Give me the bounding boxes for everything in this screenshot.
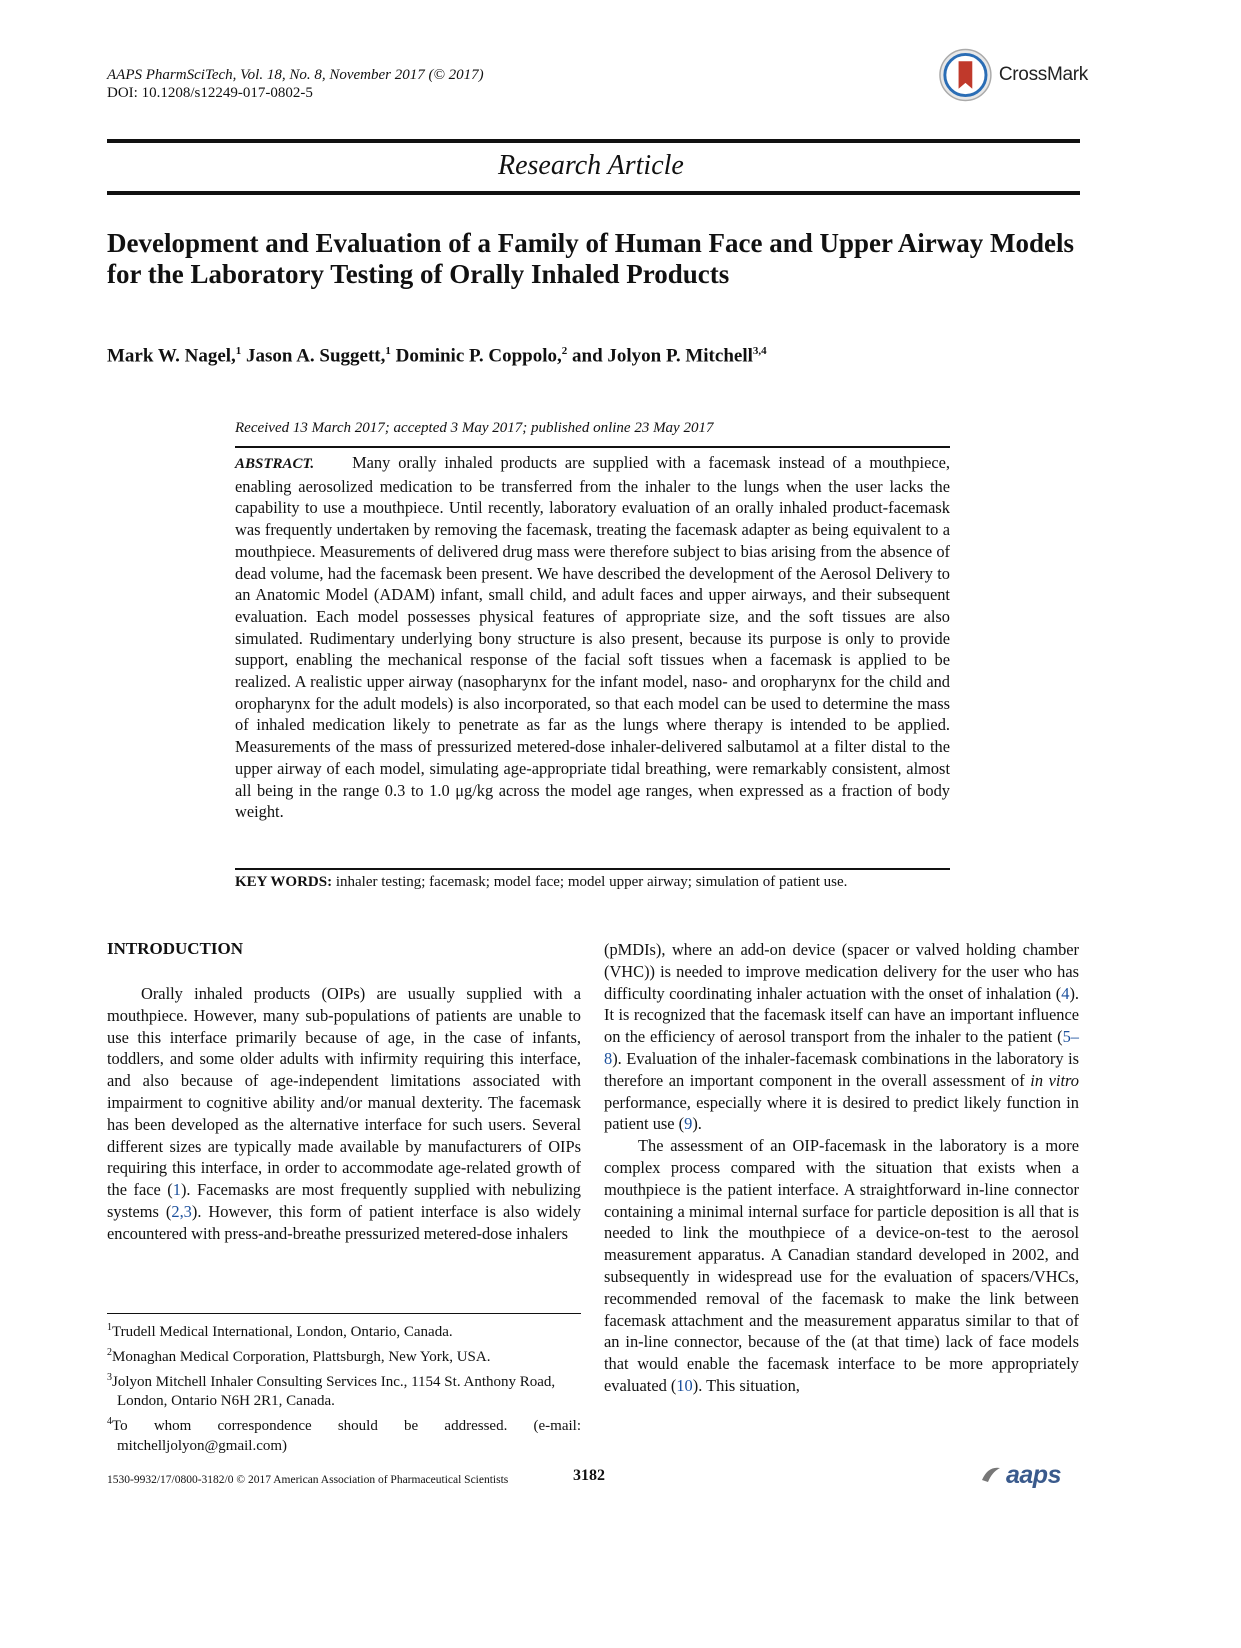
keywords-text: inhaler testing; facemask; model face; model upper airway; simulation of patient use.	[335, 874, 848, 890]
author-affiliation: 2	[561, 345, 568, 357]
aaps-logo-text: aaps	[1006, 1460, 1061, 1489]
section-heading: INTRODUCTION	[107, 939, 244, 958]
citation-link[interactable]: 2,3	[171, 1201, 192, 1221]
footnote-number: 2	[107, 1346, 112, 1358]
citation-link[interactable]: 5–8	[604, 1027, 1079, 1068]
abstract-text: Many orally inhaled products are supplied with a facemask instead of a mouthpiece, enabling aerosolized medication to be transferred from the inhaler to the lungs when the user lacks the capability to use a mouthpiece. Until recently, laboratory evaluation of an orally inhaled product-facemask was frequently undertaken by removing the facemask, treating the facemask adapter as being equivalent to a mouthpiece. Measurements of delivered drug mass were therefore subject to bias arising from the absence of dead volume, had the facemask been present. We have described the development of the Aerosol Delivery to an Anatomic Model (ADAM) infant, small child, and adult faces and upper airways, and their subsequent evaluation. Each model possesses physical features of appropriate size, and the soft tissues are also simulated. Rudimentary underlying bony structure is also present, because its purpose is only to provide support, enabling the mechanical response of the facial soft tissues when a facemask is applied to be realized. A realistic upper airway (nasopharynx for the infant model, naso- and oropharynx for the child and oropharynx for the adult models) is also incorporated, so that each model can be used to determine the mass of inhaled medication likely to penetrate as far as the lungs where therapy is intended to be applied. Measurements of the mass of pressurized metered-dose inhaler-delivered salbutamol at a filter distal to the upper airway of each model, simulating age-appropriate tidal breathing, were remarkably consistent, almost all being in the range 0.3 to 1.0 μg/kg across the model age ranges, when expressed as a fraction of body weight.	[235, 453, 950, 822]
text-run: performance, especially where it is desired to predict likely function in patient use (	[604, 1092, 1079, 1134]
author-affiliation: 1	[235, 345, 242, 357]
footnote	[107, 1343, 581, 1368]
footnote	[107, 1368, 581, 1413]
footnote-text: To whom correspondence should be addressed. (e-mail: mitchelljolyon@gmail.com)	[112, 1418, 581, 1454]
received-dates: Received 13 March 2017; accepted 3 May 2017; published online 23 May 2017	[235, 420, 714, 436]
citation-link[interactable]: 1	[172, 1180, 181, 1200]
page-number: 3182	[573, 1467, 605, 1484]
footnote-number: 1	[107, 1322, 112, 1333]
text-run: ). However, this form of patient interface is also widely encountered with press-and-breathe pressurized metered-dose inhalers	[107, 1201, 581, 1243]
crossmark-badge[interactable]	[938, 45, 1088, 105]
footnote-text: Trudell Medical International, London, Ontario, Canada.	[112, 1324, 453, 1340]
abstract-rule-bottom	[235, 868, 950, 870]
doi: DOI: 10.1208/s12249-017-0802-5	[107, 85, 313, 101]
header-rule-bottom	[107, 191, 1080, 195]
header-rule-top	[107, 139, 1080, 143]
citation-link[interactable]: 10	[676, 1375, 693, 1395]
text-run: ). Evaluation of the inhaler-facemask combinations in the laboratory is therefore an important component in the overall assessment of	[604, 1048, 1079, 1090]
italic-term: in vitro	[1030, 1070, 1079, 1090]
paragraph	[107, 983, 581, 1245]
author-list	[107, 345, 767, 367]
abstract	[235, 452, 950, 823]
paragraph	[604, 939, 1079, 1135]
footer-copyright: 1530-9932/17/0800-3182/0 © 2017 American Association of Pharmaceutical Scientists	[107, 1474, 509, 1486]
footnote	[107, 1412, 581, 1457]
text-run: (pMDIs), where an add-on device (spacer or valved holding chamber (VHC)) is needed to improve medication delivery for the user who has difficulty coordinating inhaler actuation with the onset of inhalation (	[604, 940, 1079, 1003]
author-name: Dominic P. Coppolo,	[395, 345, 562, 367]
left-column	[107, 983, 581, 1245]
aaps-logo	[980, 1460, 1080, 1490]
abstract-label: ABSTRACT.	[235, 456, 315, 472]
footnotes	[107, 1318, 581, 1457]
author-affiliation: 3,4	[752, 345, 767, 357]
author-name: Mark W. Nagel,	[107, 345, 236, 367]
text-run: ).	[692, 1114, 702, 1134]
journal-citation: AAPS PharmSciTech, Vol. 18, No. 8, November 2017 (© 2017)	[107, 67, 484, 83]
footnote-number: 3	[107, 1371, 112, 1383]
abstract-rule-top	[235, 446, 950, 448]
paragraph	[604, 1135, 1079, 1397]
keywords-label: KEY WORDS:	[235, 874, 333, 890]
footnote-number: 4	[107, 1416, 112, 1428]
author-name: Jason A. Suggett,	[246, 345, 386, 367]
article-title: Development and Evaluation of a Family of Human Face and Upper Airway Models for the Laboratory Testing of Orally Inhaled Products	[107, 228, 1075, 289]
text-run: The assessment of an OIP-facemask in the laboratory is a more complex process compared with the situation that exists when a mouthpiece is the patient interface. A straightforward in-line connector containing a minimal internal surface for particle deposition is all that is needed to link the mouthpiece of a device-on-test to the aerosol measurement apparatus. A Canadian standard developed in 2002, and subsequently in widespread use for the evaluation of spacers/VHCs, recommended removal of the facemask to make the link between facemask attachment and the measurement apparatus similar to that of an in-line connector, because of the (at that time) lack of face models that would enable the facemask interface to be more appropriately evaluated (	[604, 1136, 1079, 1395]
keywords	[235, 874, 995, 891]
footnote-text: Jolyon Mitchell Inhaler Consulting Services Inc., 1154 St. Anthony Road, London, Ontario N6H 2R1, Canada.	[112, 1373, 556, 1410]
citation-link[interactable]: 4	[1061, 983, 1070, 1003]
text-run: ). This situation,	[692, 1375, 800, 1395]
right-column	[604, 939, 1079, 1397]
footnote	[107, 1318, 581, 1343]
text-run: Orally inhaled products (OIPs) are usually supplied with a mouthpiece. However, many sub-populations of patients are unable to use this interface primarily because of age, in the case of infants, toddlers, and some older adults with infirmity requiring this interface, and also because of age-independent limitations associated with impairment to cognitive ability and/or manual dexterity. The facemask has been developed as the alternative interface for such users. Several different sizes are typically made available by manufacturers of OIPs requiring this interface, in order to accommodate age-related growth of the face (	[107, 984, 581, 1200]
crossmark-icon	[938, 47, 993, 103]
text-run: ). Facemasks are most frequently supplied with nebulizing systems (	[107, 1180, 581, 1221]
author-affiliation: 1	[385, 345, 391, 357]
footnote-text: Monaghan Medical Corporation, Plattsburgh, New York, USA.	[112, 1348, 491, 1365]
article-type: Research Article	[498, 150, 684, 181]
author-name: and Jolyon P. Mitchell	[572, 345, 753, 367]
citation-link[interactable]: 9	[684, 1114, 693, 1134]
crossmark-label: CrossMark	[998, 64, 1088, 85]
footnote-rule	[107, 1313, 581, 1314]
aaps-swoosh-icon	[980, 1464, 1002, 1486]
text-run: ). It is recognized that the facemask itself can have an important influence on the efficiency of aerosol transport from the inhaler to the patient (	[604, 983, 1079, 1047]
